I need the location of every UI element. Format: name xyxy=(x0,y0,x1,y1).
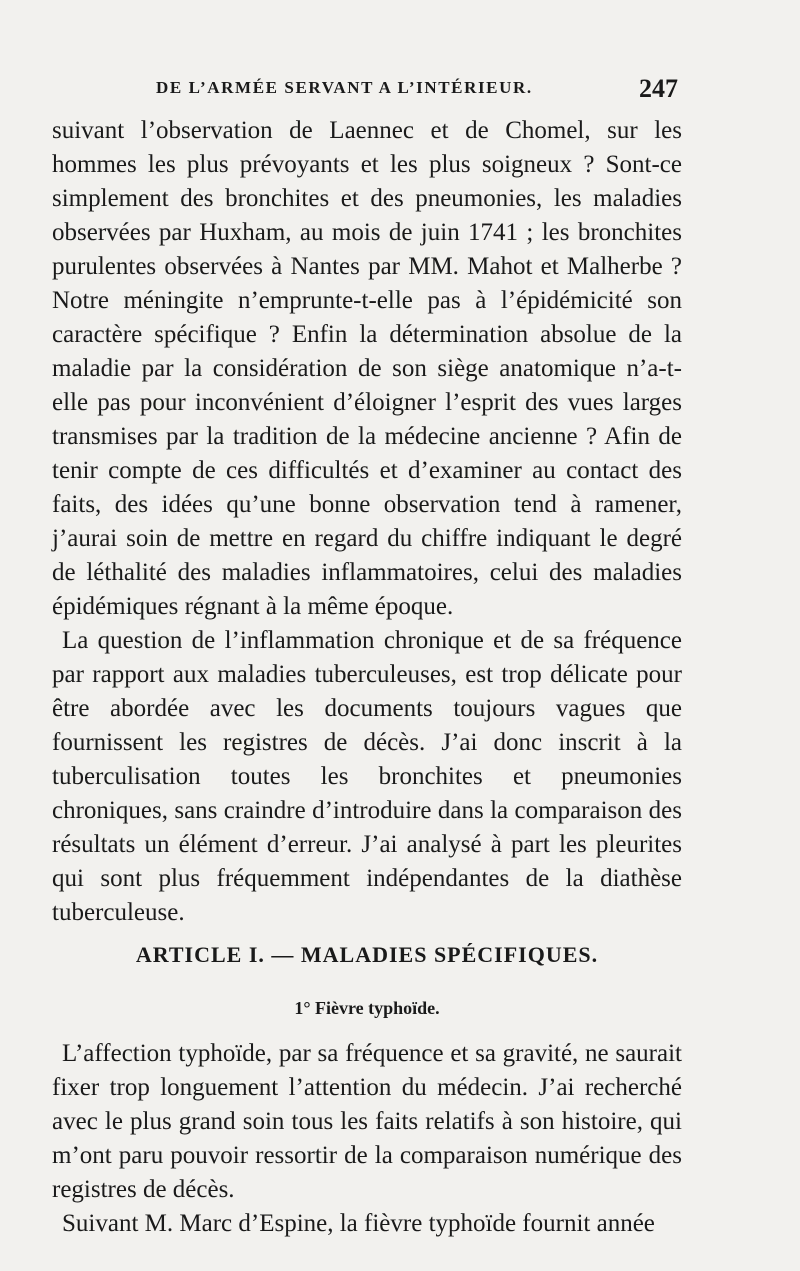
section-subheading: 1° Fièvre typhoïde. xyxy=(294,998,440,1018)
paragraph: Suivant M. Marc d’Espine, la fièvre typhoïde fournit année xyxy=(62,1210,655,1237)
article-heading: ARTICLE I. — MALADIES SPÉCIFIQUES. xyxy=(135,942,599,967)
body-text-continued xyxy=(52,1037,682,1241)
paragraph: suivant l’observation de Laennec et de Chomel, sur les hommes les plus prévoyants et les plus soigneux ? Sont-ce simplement des bronchites et des pneumonies, les maladies observées par Huxham, au mois de juin 1741 ; les bronchites purulentes observées à Nantes par MM. Mahot et Malherbe ? Notre méningite n’emprunte-t-elle pas à l’épidémicité son caractère spécifique ? Enfin la détermination absolue de la maladie par la considération de son siège anatomique n’a-t-elle pas pour inconvénient d’éloigner l’esprit des vues larges transmises par la tradition de la médecine ancienne ? Afin de tenir compte de ces difficultés et d’examiner au contact des faits, des idées qu’une bonne observation tend à ramener, j’aurai soin de mettre en regard du chiffre indiquant le degré de léthalité des maladies inflammatoires, celui des maladies épidémiques régnant à la même époque. xyxy=(52,117,682,620)
running-head: DE L’ARMÉE SERVANT A L’INTÉRIEUR. xyxy=(156,78,533,97)
page-number: 247 xyxy=(639,74,678,103)
paragraph: La question de l’inflammation chronique et de sa fréquence par rapport aux maladies tuberculeuses, est trop délicate pour être abordée avec les documents toujours vagues que fournissent les registres de décès. J’ai donc inscrit à la tuberculisation toutes les bronchites et pneumonies chroniques, sans craindre d’introduire dans la comparaison des résultats un élément d’erreur. J’ai analysé à part les pleurites qui sont plus fréquemment indépendantes de la diathèse tuberculeuse. xyxy=(52,627,682,926)
paragraph: L’affection typhoïde, par sa fréquence et sa gravité, ne saurait fixer trop longuement l’attention du médecin. J’ai recherché avec le plus grand soin tous les faits relatifs à son histoire, qui m’ont paru pouvoir ressortir de la comparaison numérique des registres de décès. xyxy=(52,1040,682,1203)
body-text xyxy=(52,114,682,930)
page-header xyxy=(52,74,682,108)
